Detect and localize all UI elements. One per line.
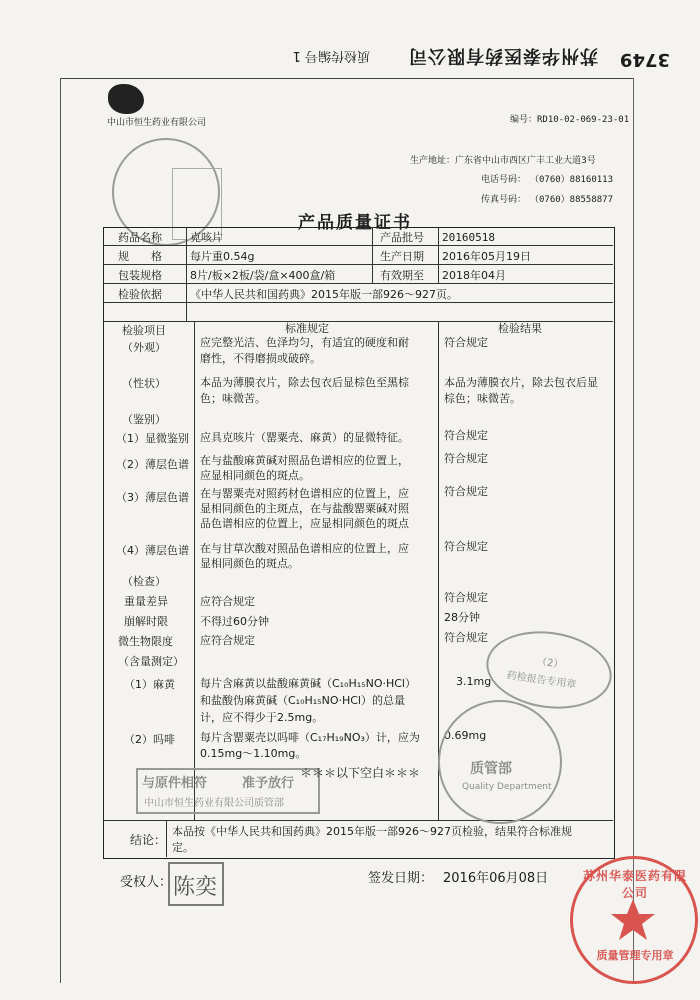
- doc-code: 编号：RD10-02-069-23-01: [510, 115, 630, 125]
- test-result: 3.1mg: [456, 675, 492, 688]
- company-seal-text: 苏州华泰医药有限公司: [583, 869, 688, 900]
- conclusion-label: 结论：: [130, 833, 167, 847]
- row-divider: [103, 264, 613, 265]
- inspection-seal-text: 药检报告专用章: [506, 670, 577, 691]
- test-result: 本品为薄膜衣片，除去包衣后显: [444, 376, 598, 389]
- test-result: 符合规定: [444, 631, 488, 644]
- test-standard: 应符合规定: [200, 595, 255, 608]
- test-standard: 品色谱相应的位置上，应显相同颜色的斑点: [200, 517, 409, 530]
- signature-text: 陈奕: [173, 875, 218, 900]
- conclusion-text: 本品按《中华人民共和国药典》2015年版一部926～927页检验，结果符合标准规: [172, 825, 572, 838]
- page-title: 产品质量证书: [298, 213, 412, 233]
- test-result: 28分钟: [444, 611, 480, 624]
- test-standard: 在与盐酸麻黄碱对照品色谱相应的位置上，: [200, 454, 409, 467]
- info-label: 检验依据: [118, 288, 162, 301]
- info-value: 《中华人民共和国药典》2015年版一部926～927页。: [190, 288, 458, 301]
- section-label: （检查）: [122, 575, 166, 588]
- row-divider: [103, 820, 613, 821]
- col-divider: [194, 321, 195, 820]
- row-divider: [103, 245, 613, 246]
- row-divider: [103, 283, 613, 284]
- col-divider: [438, 227, 439, 284]
- col-divider: [372, 227, 373, 284]
- test-label: （2）薄层色谱: [116, 458, 189, 471]
- info-value: 2018年04月: [442, 269, 506, 282]
- release-stamp: [136, 768, 320, 814]
- test-label: 微生物限度: [118, 635, 173, 648]
- company-seal-sub: 质量管理专用章: [596, 949, 674, 962]
- test-standard: 计，应不得少于2.5mg。: [200, 711, 324, 724]
- star-icon: [609, 897, 657, 943]
- test-result: 符合规定: [444, 336, 488, 349]
- info-label: 规 格: [118, 250, 162, 263]
- fax-value: （0760）88558877: [530, 195, 614, 205]
- info-label: 产品批号: [380, 231, 424, 244]
- address-label: 生产地址：: [410, 156, 456, 166]
- test-result: 符合规定: [444, 429, 488, 442]
- inspection-seal-text: （2）: [536, 656, 564, 671]
- test-standard: 应具克咳片（罂粟壳、麻黄）的显微特征。: [200, 431, 409, 444]
- test-standard: 0.15mg～1.10mg。: [200, 747, 307, 760]
- test-standard: 不得过60分钟: [200, 615, 269, 628]
- info-value: 8片/板×2板/袋/盒×400盒/箱: [190, 269, 336, 282]
- authorized-label: 受权人：: [120, 875, 173, 890]
- test-result: 符合规定: [444, 452, 488, 465]
- qa-dept-stamp-en: Quality Department: [462, 782, 552, 792]
- company-logo: [108, 84, 144, 114]
- test-label: （2）吗啡: [124, 733, 175, 746]
- address-value: 广东省中山市西区广丰工业大道3号: [455, 156, 596, 166]
- company-seal: [570, 856, 698, 984]
- section-label: （含量测定）: [118, 655, 184, 668]
- test-label: （性状）: [122, 377, 166, 390]
- maker-name: 中山市恒生药业有限公司: [107, 118, 207, 128]
- conclusion-text: 定。: [172, 841, 194, 854]
- test-result: 符合规定: [444, 485, 488, 498]
- test-standard: 和盐酸伪麻黄碱（C₁₀H₁₅NO·HCl）的总量: [200, 694, 405, 707]
- info-value: 克咳片: [190, 231, 223, 244]
- release-stamp-text: 准予放行: [242, 776, 295, 791]
- row-divider: [103, 302, 613, 303]
- col-divider: [186, 227, 187, 321]
- test-standard: 本品为薄膜衣片，除去包衣后显棕色至黑棕: [200, 376, 409, 389]
- col-header-result: 检验结果: [498, 322, 542, 335]
- test-label: （3）薄层色谱: [116, 491, 189, 504]
- test-label: 重量差异: [124, 595, 168, 608]
- test-standard: 色；味微苦。: [200, 392, 266, 405]
- release-stamp-text: 中山市恒生药业有限公司质管部: [144, 798, 284, 809]
- test-standard: 应符合规定: [200, 634, 255, 647]
- qa-dept-stamp: [438, 700, 562, 824]
- fax-label: 传真号码：: [481, 195, 527, 205]
- test-standard: 显相同颜色的斑点。: [200, 557, 299, 570]
- info-label: 有效期至: [380, 269, 424, 282]
- info-value: 每片重0.54g: [190, 250, 255, 263]
- fax-company: 苏州华泰医药有限公司: [408, 45, 598, 66]
- test-standard: 应完整光洁、色泽均匀，有适宜的硬度和耐: [200, 336, 409, 349]
- info-label: 包装规格: [118, 269, 162, 282]
- qa-dept-stamp-text: 质管部: [470, 761, 512, 777]
- test-standard: 每片含罂粟壳以吗啡（C₁₇H₁₉NO₃）计，应为: [200, 731, 420, 744]
- section-label: （鉴别）: [122, 413, 166, 426]
- test-result: 符合规定: [444, 591, 488, 604]
- col-divider: [166, 820, 167, 857]
- info-value: 2016年05月19日: [442, 250, 531, 263]
- test-label: （外观）: [122, 341, 166, 354]
- fax-page-number: 3749: [619, 49, 670, 70]
- test-label: （1）显微鉴别: [116, 432, 189, 445]
- issue-date-label: 签发日期：: [368, 871, 434, 886]
- issue-date: 2016年06月08日: [443, 871, 549, 886]
- test-label: 崩解时限: [124, 615, 168, 628]
- fax-header: [230, 45, 670, 72]
- info-label: 药品名称: [118, 231, 162, 244]
- col-header-standard: 标准规定: [285, 322, 329, 335]
- release-stamp-text: 与原件相符: [142, 776, 208, 791]
- test-result: 棕色；味微苦。: [444, 392, 521, 405]
- test-label: （1）麻黄: [124, 678, 175, 691]
- test-standard: 每片含麻黄以盐酸麻黄碱（C₁₀H₁₅NO·HCl）: [200, 677, 416, 690]
- info-label: 生产日期: [380, 250, 424, 263]
- col-divider: [438, 321, 439, 820]
- col-header-item: 检验项目: [122, 324, 166, 337]
- blank-note: ＊＊＊以下空白＊＊＊: [300, 766, 421, 780]
- phone-label: 电话号码：: [481, 175, 527, 185]
- test-standard: 显相同颜色的主斑点，在与盐酸罂粟碱对照: [200, 502, 409, 515]
- test-standard: 在与甘草次酸对照品色谱相应的位置上，应: [200, 542, 409, 555]
- phone-value: （0760）88160113: [530, 175, 614, 185]
- test-standard: 磨性，不得磨损或破碎。: [200, 352, 321, 365]
- info-value: 20160518: [442, 231, 495, 244]
- fax-tag: 质检传编号 1: [292, 48, 370, 63]
- test-result: 符合规定: [444, 540, 488, 553]
- test-label: （4）薄层色谱: [116, 544, 189, 557]
- test-standard: 在与罂粟壳对照药材色谱相应的位置上，应: [200, 487, 409, 500]
- signature-stamp: [168, 862, 224, 906]
- test-standard: 应显相同颜色的斑点。: [200, 469, 310, 482]
- test-result: 0.69mg: [444, 729, 487, 742]
